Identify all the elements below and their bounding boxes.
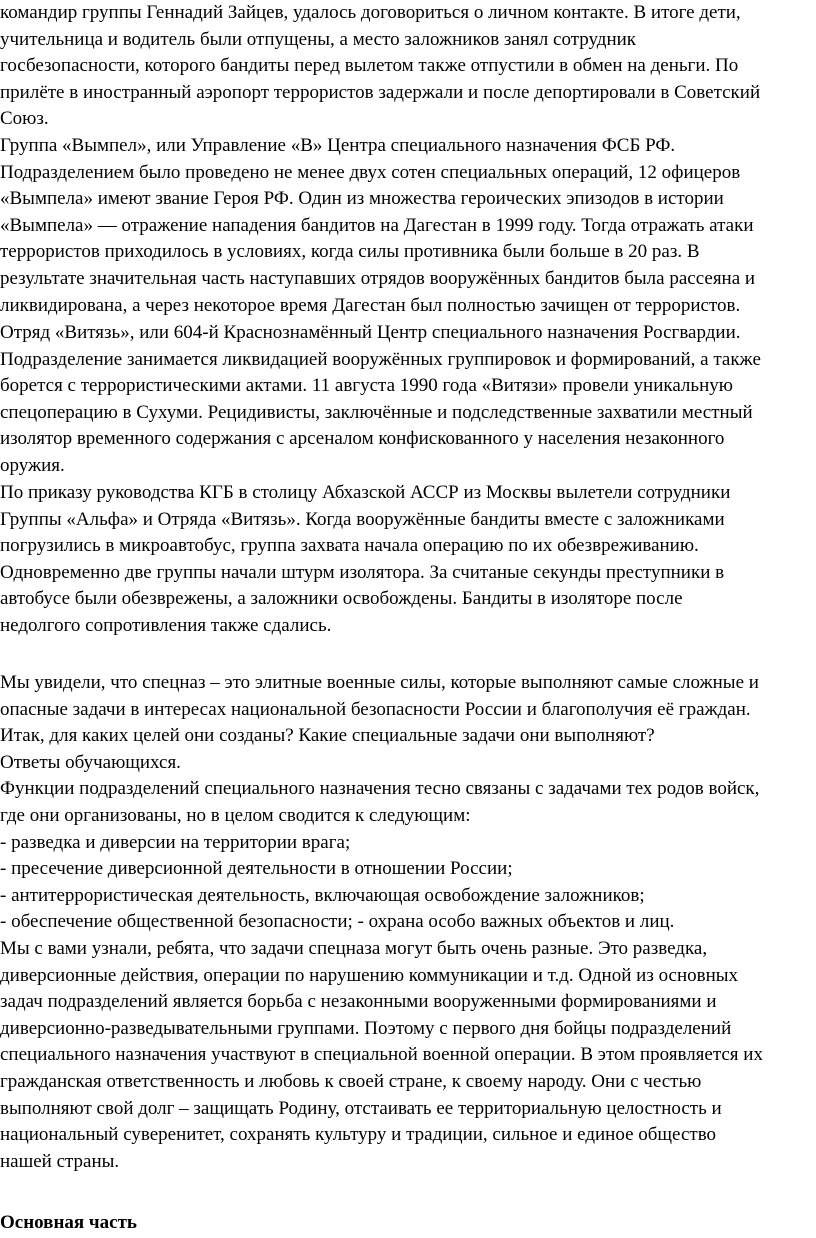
text-line: «Вымпела» — отражение нападения бандитов на Дагестан в 1999 году. Тогда отражать атаки: [0, 214, 754, 236]
text-line: спецоперацию в Сухуми. Рецидивисты, заключённые и подследственные захватили местный: [0, 401, 753, 423]
text-line: ликвидирована, а через некоторое время Дагестан был полностью зачищен от террористов.: [0, 294, 741, 316]
text-line: террористов приходилось в условиях, когда силы противника были больше в 20 раз. В: [0, 241, 700, 263]
text-line: Союз.: [0, 108, 49, 130]
text-line: оружия.: [0, 455, 65, 476]
text-line: специального назначения участвуют в специальной военной операции. В этом проявляется их: [0, 1044, 763, 1066]
text-line: - антитеррористическая деятельность, включающая освобождение заложников;: [0, 884, 645, 906]
text-line: автобусе были обезврежены, а заложники освобождены. Бандиты в изоляторе после: [0, 588, 683, 610]
text-line: По приказу руководства КГБ в столицу Абхазской АССР из Москвы вылетели сотрудники: [0, 482, 731, 503]
text-line: недолгого сопротивления также сдались.: [0, 615, 332, 636]
text-line: результате значительная часть наступавших отрядов вооружённых бандитов была рассеяна и: [0, 268, 756, 289]
text-line: госбезопасности, которого бандиты перед вылетом также отпустили в обмен на деньги. По: [0, 55, 739, 77]
text-line: Одновременно две группы начали штурм изолятора. За считаные секунды преступники в: [0, 561, 725, 583]
text-line: Отряд «Витязь», или 604-й Краснознамённый Центр специального назначения Росгвардии.: [0, 322, 741, 343]
text-line: «Вымпела» имеют звание Героя РФ. Один из множества героических эпизодов в истории: [0, 188, 724, 210]
text-line: Группы «Альфа» и Отряда «Витязь». Когда вооружённые бандиты вместе с заложниками: [0, 508, 725, 530]
text-line: нашей страны.: [0, 1150, 120, 1172]
text-line: Мы с вами узнали, ребята, что задачи спецназа могут быть очень разные. Это разведка,: [0, 938, 708, 959]
text-line: задач подразделений является борьба с незаконными вооруженными формированиями и: [0, 991, 717, 1013]
text-line: - обеспечение общественной безопасности; - охрана особо важных объектов и лиц.: [0, 911, 675, 933]
text-line: погрузились в микроавтобус, группа захвата начала операцию по их обезвреживанию.: [0, 535, 699, 557]
text-line: выполняют свой долг – защищать Родину, отстаивать ее территориальную целостность и: [0, 1097, 722, 1119]
text-line: диверсионно-разведывательными группами. Поэтому с первого дня бойцы подразделений: [0, 1017, 732, 1039]
text-line: прилёте в иностранный аэропорт террористов задержали и после депортировали в Советский: [0, 81, 761, 103]
text-line: Ответы обучающихся.: [0, 751, 181, 773]
text-line: гражданская ответственность и любовь к своей стране, к своему народу. Они с честью: [0, 1071, 702, 1092]
text-line: Подразделение занимается ликвидацией вооружённых группировок и формирований, а также: [0, 348, 761, 370]
text-line: командир группы Геннадий Зайцев, удалось договориться о личном контакте. В итоге дети,: [0, 2, 741, 23]
text-line: диверсионные действия, операции по нарушению коммуникации и т.д. Одной из основных: [0, 964, 739, 986]
text-line: Мы увидели, что спецназ – это элитные военные силы, которые выполняют самые сложные и: [0, 672, 759, 693]
text-line: где они организованы, но в целом сводится к следующим:: [0, 805, 471, 826]
section-heading: Основная часть: [0, 1212, 137, 1233]
text-line: Итак, для каких целей они созданы? Какие специальные задачи они выполняют?: [0, 725, 655, 747]
text-line: Функции подразделений специального назначения тесно связаны с задачами тех родов войск,: [0, 778, 760, 800]
text-line: Подразделением было проведено не менее двух сотен специальных операций, 12 офицеров: [0, 161, 741, 183]
text-line: опасные задачи в интересах национальной безопасности России и благополучия её граждан.: [0, 698, 751, 720]
text-line: борется с террористическими актами. 11 августа 1990 года «Витязи» провели уникальную: [0, 375, 733, 397]
text-line: изолятор временного содержания с арсеналом конфискованного у населения незаконного: [0, 428, 725, 450]
text-line: учительница и водитель были отпущены, а место заложников занял сотрудник: [0, 28, 637, 50]
text-line: национальный суверенитет, сохранять культуру и традиции, сильное и единое общество: [0, 1124, 717, 1146]
text-line: - разведка и диверсии на территории врага;: [0, 831, 351, 853]
text-line: Группа «Вымпел», или Управление «В» Центра специального назначения ФСБ РФ.: [0, 135, 676, 156]
text-line: - пресечение диверсионной деятельности в отношении России;: [0, 858, 513, 880]
